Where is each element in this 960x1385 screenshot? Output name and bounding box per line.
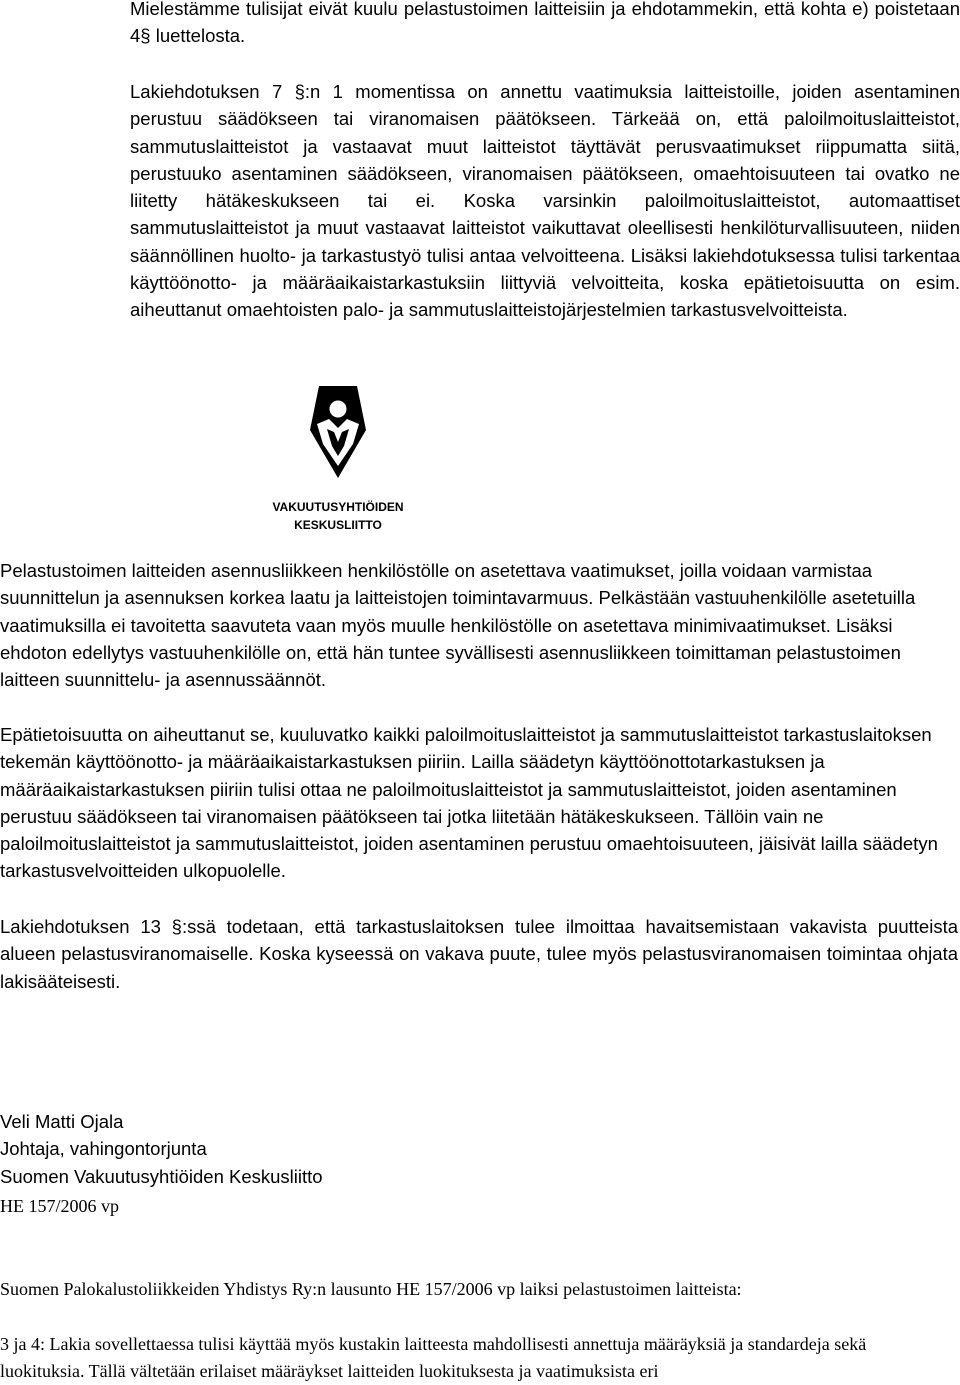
logo-text-line1: VAKUUTUSYHTIÖIDEN [272,500,404,514]
paragraph-3-ja-4: 3 ja 4: Lakia sovellettaessa tulisi käyttää myös kustakin laitteesta mahdollisesti annettuja määräyksiä ja standardeja sekä luokituksia. Tällä vältetään erilaiset määräykset laitteiden luokituksesta ja vaatimuksista eri [0,1334,867,1381]
paragraph-tulisijat: Mielestämme tulisijat eivät kuulu pelastustoimen laitteisiin ja ehdotammekin, että kohta e) poistetaan 4§ luettelosta. [130,0,960,47]
signature-organization: Suomen Vakuutusyhtiöiden Keskusliitto [0,1165,323,1187]
vakuutusyhtioiden-keskusliitto-logo [258,386,418,534]
signature-block [0,1108,600,1190]
reference-he: HE 157/2006 vp [0,1196,119,1216]
paragraph-laitteistot-vaatimukset: Lakiehdotuksen 7 §:n 1 momentissa on annettu vaatimuksia laitteistoille, joiden asentaminen perustuu säädökseen tai viranomaisen päätökseen. Tärkeää on, että paloilmoituslaitteistot, sammutuslaitteistot ja vastaavat muut laitteistot täyttävät perusvaatimukset riippumatta siitä, perustuuko asentaminen säädökseen, viranomaisen päätökseen, omaehtoisuuteen tai ovatko ne liitetty hätäkeskukseen tai ei. Koska varsinkin paloilmoituslaitteistot, automaattiset sammutuslaitteistot ja muut vastaavat laitteistot vaikuttavat oleellisesti henkilöturvallisuuteen, niiden säännöllinen huolto- ja tarkastustyö tulisi antaa velvoitteena. Lisäksi lakiehdotuksessa tulisi tarkentaa käyttöönotto- ja määräaikaistarkastuksiin liittyviä velvoitteita, koska epätietoisuutta on esim. aiheuttanut omaehtoisten palo- ja sammutuslaitteistojärjestelmien tarkastusvelvoitteista. [130,81,960,321]
logo-text-line2: KESKUSLIITTO [294,518,382,532]
statement-heading: Suomen Palokalustoliikkeiden Yhdistys Ry:n lausunto HE 157/2006 vp laiksi pelastustoimen laitteista: [0,1279,742,1299]
paragraph-13-pykala: Lakiehdotuksen 13 §:ssä todetaan, että tarkastuslaitoksen tulee ilmoittaa havaitsemistaan vakavista puutteista alueen pelastusviranomaiselle. Koska kyseessä on vakava puute, tulee myös pelastusviranomaisen toimintaa ohjata lakisääteisesti. [0,916,958,992]
paragraph-epatietoisuutta: Epätietoisuutta on aiheuttanut se, kuuluvatko kaikki paloilmoituslaitteistot ja sammutuslaitteistot tarkastuslaitoksen tekemän käyttöönotto- ja määräaikaistarkastuksen piiriin. Lailla säädetyn käyttöönottotarkastuksen ja määräaikaistarkastuksen piiriin tulisi ottaa ne paloilmoituslaitteistot ja sammutuslaitteistot, joiden asentaminen perustuu säädökseen tai viranomaisen päätökseen tai jotka liitetään hätäkeskukseen. Tällöin vain ne paloilmoituslaitteistot ja sammutuslaitteistot, joiden asentaminen perustuu omaehtoisuuteen, jäisivät lailla säädetyn tarkastusvelvoitteiden ulkopuolelle. [0,724,938,882]
paragraph-asennusliike: Pelastustoimen laitteiden asennusliikkeen henkilöstölle on asetettava vaatimukset, joilla voidaan varmistaa suunnittelun ja asennuksen korkea laatu ja laitteistojen toimintavarmuus. Pelkästään vastuuhenkilölle asetetuilla vaatimuksilla ei tavoitetta saavuteta vaan myös muulle henkilöstölle on asetettava minimivaatimukset. Lisäksi ehdoton edellytys vastuuhenkilölle on, että hän tuntee syvällisesti asennusliikkeen toimittaman pelastustoimen laitteen suunnittelu- ja asennussäännöt. [0,560,916,691]
signature-name: Veli Matti Ojala [0,1111,124,1132]
shield-emblem-icon [310,386,366,478]
signature-title: Johtaja, vahingontorjunta [0,1138,207,1160]
